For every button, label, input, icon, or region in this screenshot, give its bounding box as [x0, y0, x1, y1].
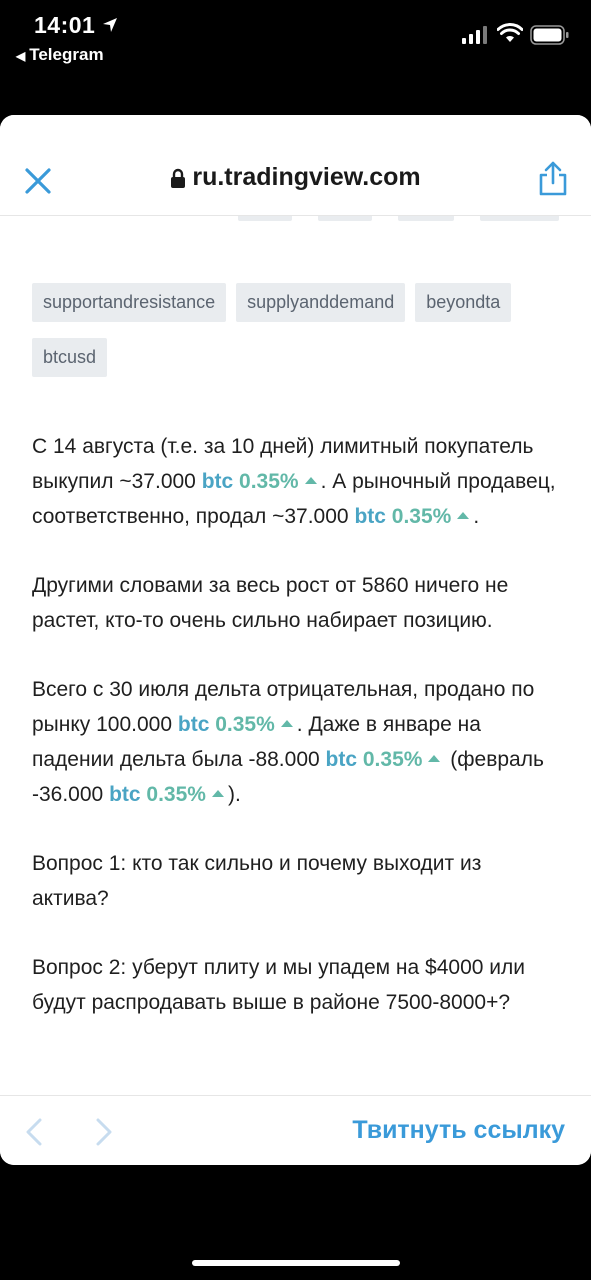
chevron-right-icon[interactable]	[94, 1118, 114, 1146]
paragraph-3: Всего с 30 июля дельта отрицательная, продано по рынку 100.000 btc 0.35% . Даже в январе на падении дельта была -88.000 btc 0.35% (февраль -36.000 btc 0.35% ).	[32, 678, 544, 806]
page-content	[0, 215, 591, 1095]
status-bar	[0, 0, 591, 80]
clock: 14:01	[34, 12, 96, 38]
tag-supportandresistance[interactable]: supportandresistance	[32, 283, 226, 322]
up-arrow-icon	[281, 720, 293, 727]
up-arrow-icon	[428, 755, 440, 762]
url-text: ru.tradingview.com	[192, 163, 421, 191]
address-bar[interactable]	[0, 163, 591, 193]
paragraph-4: Вопрос 1: кто так сильно и почему выходит из актива?	[32, 852, 482, 910]
cellular-signal-icon	[462, 26, 488, 44]
paragraph-5: Вопрос 2: уберут плиту и мы упадем на $4000 или будут распродавать выше в районе 7500-8000+?	[32, 956, 525, 1014]
paragraph-1: С 14 августа (т.е. за 10 дней) лимитный покупатель выкупил ~37.000 btc 0.35% . А рыночный продавец, соответственно, продал ~37.000 btc 0.35% .	[32, 435, 556, 528]
ticker-btc[interactable]: btc 0.35%	[326, 748, 445, 771]
location-arrow-icon	[102, 17, 118, 33]
back-app-label: Telegram	[29, 45, 104, 64]
up-arrow-icon	[305, 477, 317, 484]
tag-list	[32, 283, 562, 393]
home-indicator[interactable]	[192, 1260, 400, 1266]
ticker-btc[interactable]: btc 0.35%	[109, 783, 228, 806]
browser-sheet	[0, 115, 591, 1165]
browser-toolbar	[0, 115, 591, 216]
up-arrow-icon	[212, 790, 224, 797]
ticker-btc[interactable]: btc 0.35%	[202, 470, 321, 493]
tag-supplyanddemand[interactable]: supplyanddemand	[236, 283, 405, 322]
battery-icon	[530, 25, 570, 45]
paragraph-2: Другими словами за весь рост от 5860 ничего не растет, кто-то очень сильно набирает позицию.	[32, 574, 509, 632]
tweet-link-button[interactable]: Твитнуть ссылку	[352, 1116, 565, 1144]
tag-btcusd[interactable]: btcusd	[32, 338, 107, 377]
back-triangle-icon: ◀	[16, 49, 26, 63]
browser-bottom-bar	[0, 1095, 591, 1165]
share-icon[interactable]	[537, 161, 569, 197]
chevron-left-icon[interactable]	[24, 1118, 44, 1146]
back-to-app-link[interactable]	[16, 45, 104, 65]
post-body	[32, 429, 562, 1054]
ticker-btc[interactable]: btc 0.35%	[354, 505, 473, 528]
up-arrow-icon	[457, 512, 469, 519]
tag-beyondta[interactable]: beyondta	[415, 283, 511, 322]
ticker-btc[interactable]: btc 0.35%	[178, 713, 297, 736]
lock-icon	[170, 168, 186, 188]
wifi-icon	[497, 23, 523, 43]
